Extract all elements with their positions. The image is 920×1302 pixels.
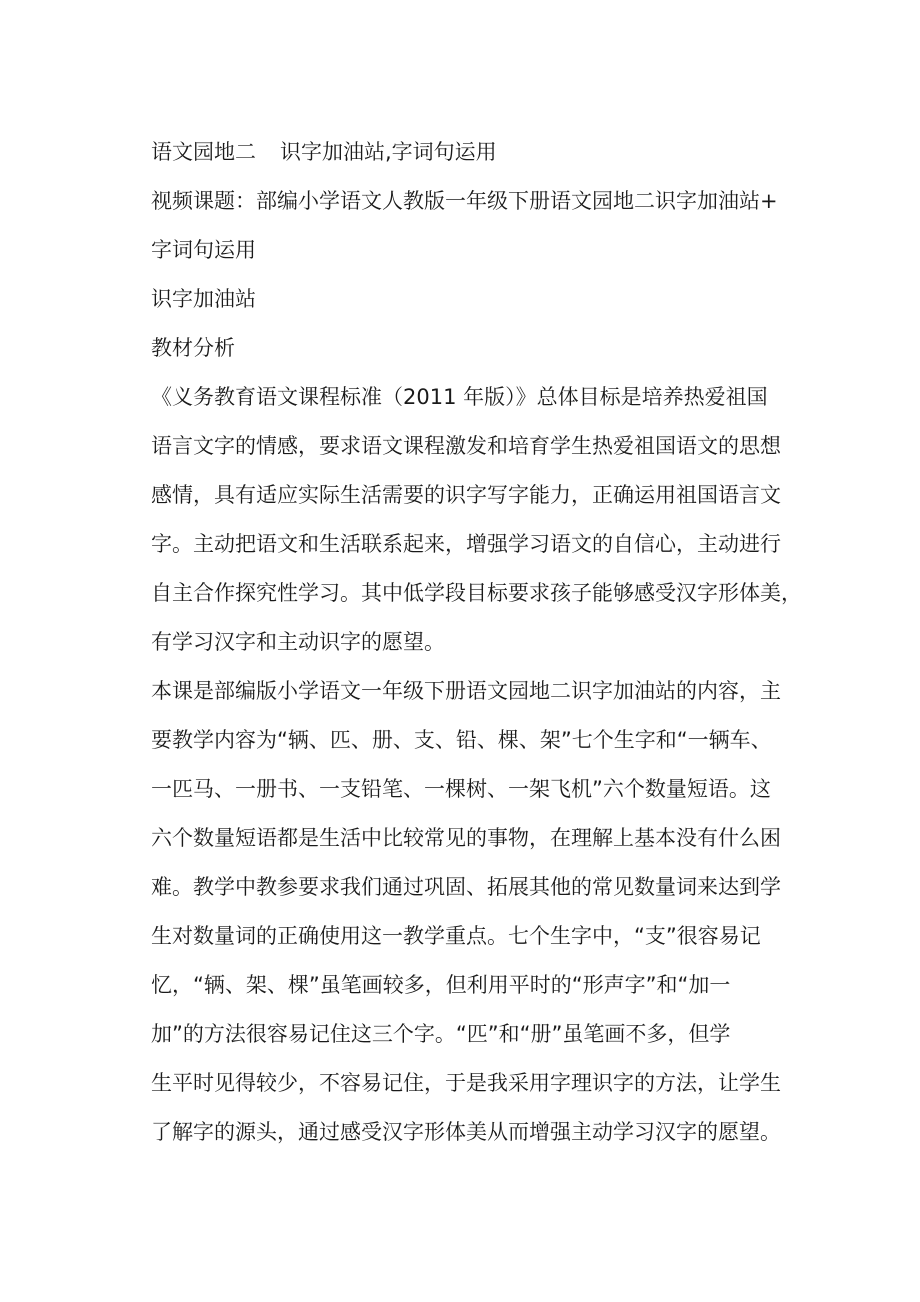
title-left: 语文园地二	[151, 140, 256, 164]
paragraph-line: 自主合作探究性学习。其中低学段目标要求孩子能够感受汉字形体美，	[151, 581, 802, 605]
video-topic-line: 视频课题：部编小学语文人教版一年级下册语文园地二识字加油站+	[151, 189, 778, 213]
paragraph-line: 语言文字的情感，要求语文课程激发和培育学生热爱祖国语文的思想	[151, 434, 781, 458]
paragraph-line: 本课是部编版小学语文一年级下册语文园地二识字加油站的内容，主	[151, 679, 781, 703]
paragraph-line: 生平时见得较少，不容易记住，于是我采用字理识字的方法，让学生	[151, 1071, 781, 1095]
title-right: 识字加油站,字词句运用	[280, 140, 497, 164]
video-topic-line: 字词句运用	[151, 238, 256, 262]
subsection-heading: 教材分析	[151, 336, 235, 360]
paragraph-line: 《义务教育语文课程标准（2011 年版）》总体目标是培养热爱祖国	[151, 385, 768, 409]
paragraph-curriculum-standard	[151, 373, 802, 667]
section-heading: 识字加油站	[151, 287, 256, 311]
paragraph-line: 加”的方法很容易记住这三个字。“匹”和“册”虽笔画不多，但学	[151, 1022, 731, 1046]
paragraph-lesson-content	[151, 667, 781, 1157]
paragraph-line: 忆，“辆、架、棵”虽笔画较多，但利用平时的“形声字”和“加一	[151, 973, 731, 997]
document-body	[151, 128, 802, 1157]
paragraph-line: 了解字的源头，通过感受汉字形体美从而增强主动学习汉字的愿望。	[151, 1120, 781, 1144]
document-title	[151, 128, 776, 177]
paragraph-line: 六个数量短语都是生活中比较常见的事物，在理解上基本没有什么困	[151, 826, 781, 850]
paragraph-line: 感情，具有适应实际生活需要的识字写字能力，正确运用祖国语言文	[151, 483, 781, 507]
video-topic	[151, 177, 776, 275]
paragraph-line: 难。教学中教参要求我们通过巩固、拓展其他的常见数量词来达到学	[151, 875, 781, 899]
paragraph-line: 字。主动把语文和生活联系起来，增强学习语文的自信心，主动进行	[151, 532, 781, 556]
paragraph-line: 要教学内容为“辆、匹、册、支、铅、棵、架”七个生字和“一辆车、	[151, 728, 772, 752]
paragraph-line: 一匹马、一册书、一支铅笔、一棵树、一架飞机”六个数量短语。这	[151, 777, 771, 801]
paragraph-line: 生对数量词的正确使用这一教学重点。七个生字中，“支”很容易记	[151, 924, 761, 948]
paragraph-line: 有学习汉字和主动识字的愿望。	[151, 630, 445, 654]
